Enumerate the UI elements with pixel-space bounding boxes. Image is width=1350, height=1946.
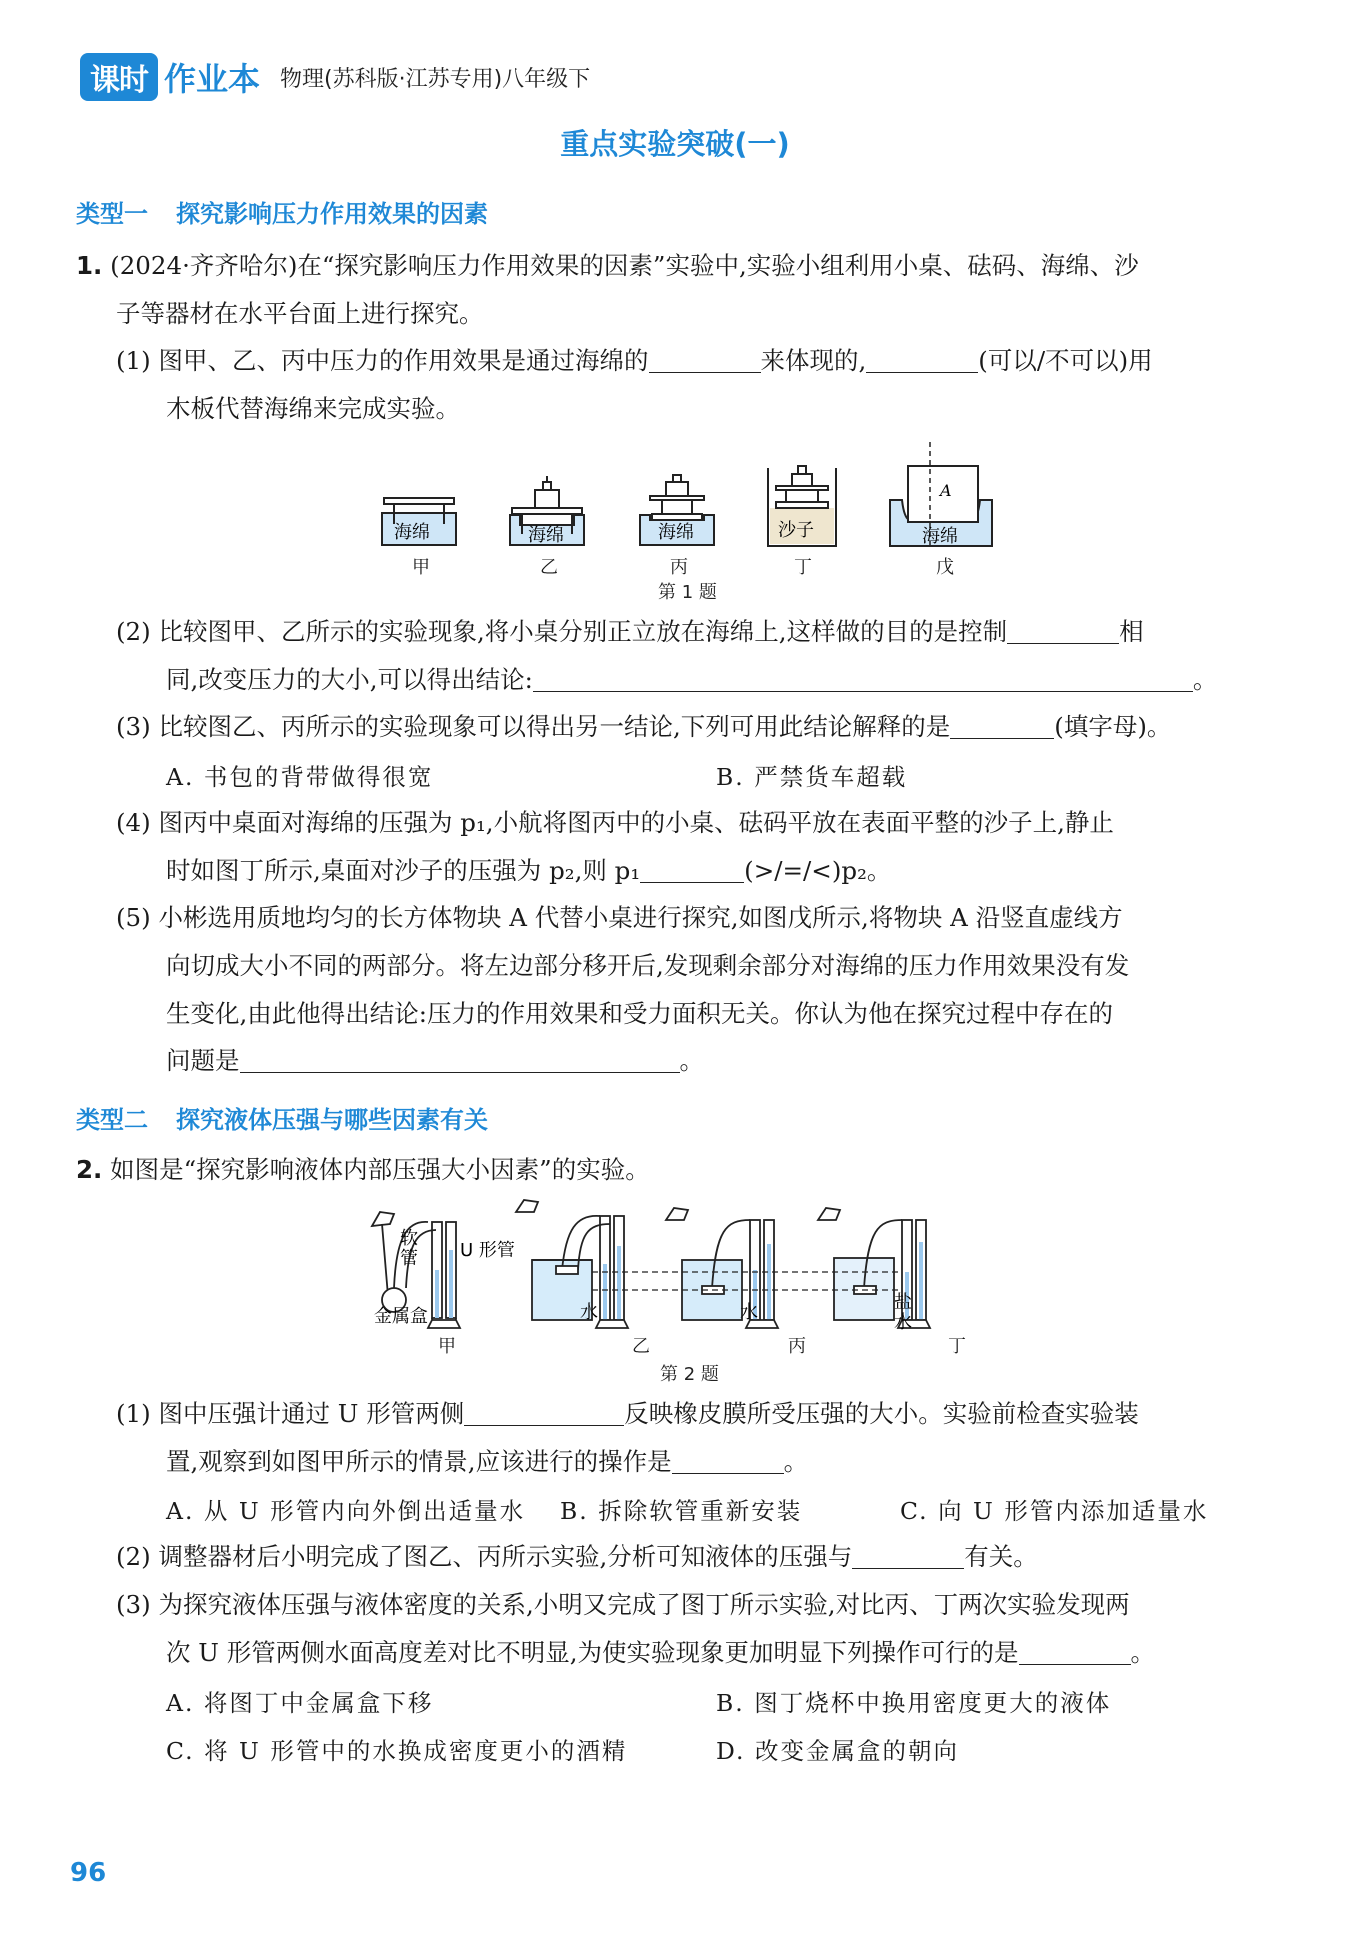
q1-p1-text-b: 来体现的,: [760, 346, 867, 375]
q1-stem-line1: [76, 248, 1139, 284]
q1-p4-blank[interactable]: [640, 856, 744, 883]
q1-part5-line4: [166, 1043, 704, 1079]
fig2-label-jia: 甲: [438, 1336, 456, 1357]
fig2-salt-label-1: 盐: [894, 1292, 912, 1313]
q1-part3-line1: [116, 709, 1171, 745]
q2-p1-text-d: 。: [783, 1447, 809, 1476]
q1-p3-option-a: A. 书包的背带做得很宽: [166, 763, 434, 791]
fig2-bing-apparatus: [666, 1208, 778, 1328]
type1-label: 类型一: [76, 200, 148, 228]
fig1-label-bing: 丙: [670, 557, 688, 578]
type2-label: 类型二: [76, 1106, 148, 1134]
q1-part1-line2: 木板代替海绵来完成实验。: [166, 394, 460, 423]
q1-p4-text-b: (>/=/<)p₂。: [744, 856, 892, 885]
q1-p5-text-a: 问题是: [166, 1046, 240, 1075]
q1-p3-blank[interactable]: [950, 712, 1054, 739]
q1-part5-line1: (5) 小彬选用质地均匀的长方体物块 A 代替小桌进行探究,如图戊所示,将物块 A 沿竖直虚线方: [116, 903, 1123, 932]
type2-heading: [76, 1100, 488, 1135]
q2-p3-option-c: C. 将 U 形管中的水换成密度更小的酒精: [166, 1737, 628, 1765]
fig2-soft-tube-label-2: 管: [400, 1248, 418, 1269]
q1-p1-text-a: (1) 图甲、乙、丙中压力的作用效果是通过海绵的: [116, 346, 649, 375]
subject-label: 物理(苏科版·江苏专用)八年级下: [280, 66, 591, 92]
q2-part3-line1: (3) 为探究液体压强与液体密度的关系,小明又完成了图丁所示实验,对比丙、丁两次实验发现两: [116, 1590, 1130, 1619]
q1-p2-text-c: 同,改变压力的大小,可以得出结论:: [166, 665, 533, 694]
q2-p1-option-c: C. 向 U 形管内添加适量水: [900, 1497, 1209, 1525]
q1-p1-text-c: (可以/不可以)用: [978, 346, 1153, 375]
q1-p2-blank2[interactable]: [533, 665, 1193, 692]
fig2-metal-box-label: 金属盒: [374, 1306, 428, 1327]
q1-p1-blank1[interactable]: [649, 346, 761, 373]
q2-p3-text-b: 。: [1130, 1638, 1156, 1667]
fig2-label-bing: 丙: [788, 1336, 806, 1357]
q1-p3-text-b: (填字母)。: [1054, 712, 1172, 741]
q2-p1-blank2[interactable]: [672, 1447, 784, 1474]
fig2-water-label-bing: 水: [740, 1302, 758, 1323]
fig1-sponge-label-yi: 海绵: [528, 525, 564, 546]
fig2-ding-apparatus: [818, 1208, 930, 1328]
q1-p3-text-a: (3) 比较图乙、丙所示的实验现象可以得出另一结论,下列可用此结论解释的是: [116, 712, 951, 741]
q1-p3-option-b: B. 严禁货车超载: [716, 763, 908, 791]
q2-p2-blank[interactable]: [852, 1542, 964, 1569]
q1-part1-line1: [116, 343, 1153, 379]
type1-heading: [76, 194, 488, 229]
q1-p2-text-b: 相: [1119, 617, 1144, 646]
fig1-block-a-label: A: [940, 481, 952, 500]
fig2-salt-label-2: 水: [894, 1312, 912, 1333]
q1-part4-line2: [166, 853, 891, 889]
q1-stem-text1: (2024·齐齐哈尔)在“探究影响压力作用效果的因素”实验中,实验小组利用小桌、砝码、海绵、沙: [110, 251, 1139, 280]
page-header: [80, 54, 590, 100]
q1-stem-line2: 子等器材在水平台面上进行探究。: [116, 299, 484, 328]
q2-p3-option-b: B. 图丁烧杯中换用密度更大的液体: [716, 1689, 1112, 1717]
q1-part5-line3: 生变化,由此他得出结论:压力的作用效果和受力面积无关。你认为他在探究过程中存在的: [166, 999, 1114, 1028]
fig1-sponge-label-bing: 海绵: [658, 522, 694, 543]
q2-stem-line: [76, 1152, 650, 1188]
q1-part2-line1: [116, 614, 1144, 650]
fig2-soft-tube-label-1: 软: [400, 1228, 418, 1249]
section-title: 重点实验突破(一): [560, 127, 790, 161]
q1-part2-line2: [166, 662, 1217, 698]
fig2-water-label-yi: 水: [580, 1302, 598, 1323]
q2-p1-blank1[interactable]: [464, 1399, 624, 1426]
q2-p3-option-d: D. 改变金属盒的朝向: [716, 1737, 959, 1765]
q1-part5-line2: 向切成大小不同的两部分。将左边部分移开后,发现剩余部分对海绵的压力作用效果没有发: [166, 951, 1130, 980]
q2-number: 2.: [76, 1155, 103, 1184]
q2-p2-text-a: (2) 调整器材后小明完成了图乙、丙所示实验,分析可知液体的压强与: [116, 1542, 853, 1571]
q1-p2-text-a: (2) 比较图甲、乙所示的实验现象,将小桌分别正立放在海绵上,这样做的目的是控制: [116, 617, 1008, 646]
q1-p2-text-d: 。: [1192, 665, 1218, 694]
q1-p5-blank[interactable]: [240, 1046, 680, 1073]
q2-part3-line2: [166, 1635, 1155, 1671]
q2-p1-text-c: 置,观察到如图甲所示的情景,应该进行的操作是: [166, 1447, 672, 1476]
fig2-label-ding: 丁: [948, 1336, 966, 1357]
page-number: 96: [70, 1858, 107, 1888]
fig1-label-ding: 丁: [794, 557, 812, 578]
fig1-label-jia: 甲: [412, 557, 430, 578]
q2-figure: [366, 1200, 1026, 1333]
fig2-caption: 第 2 题: [660, 1364, 719, 1385]
q1-number: 1.: [76, 251, 103, 280]
q2-part2-line1: [116, 1539, 1038, 1575]
fig2-yi-apparatus: [516, 1200, 628, 1328]
q1-p2-blank1[interactable]: [1007, 617, 1119, 644]
brand-logo-text: 作业本: [164, 60, 261, 98]
q2-p1-text-b: 反映橡皮膜所受压强的大小。实验前检查实验装: [624, 1399, 1139, 1428]
fig1-caption: 第 1 题: [658, 582, 717, 603]
q2-p3-text-a: 次 U 形管两侧水面高度差对比不明显,为使实验现象更加明显下列操作可行的是: [166, 1638, 1019, 1667]
fig1-label-wu: 戊: [936, 557, 954, 578]
q1-figure: [370, 438, 1070, 558]
fig1-sand-label: 沙子: [778, 520, 814, 541]
brand-logo-box: 课时: [80, 53, 158, 101]
q1-p1-blank2[interactable]: [866, 346, 978, 373]
q2-p2-text-b: 有关。: [964, 1542, 1038, 1571]
q2-part1-line2: [166, 1444, 808, 1480]
q2-p3-blank[interactable]: [1019, 1638, 1131, 1665]
q2-p1-option-b: B. 拆除软管重新安装: [560, 1497, 803, 1525]
q1-part4-line1: (4) 图丙中桌面对海绵的压强为 p₁,小航将图丙中的小桌、砝码平放在表面平整的沙子上,静止: [116, 808, 1114, 837]
fig2-label-yi: 乙: [632, 1336, 650, 1357]
q1-p4-text-a: 时如图丁所示,桌面对沙子的压强为 p₂,则 p₁: [166, 856, 641, 885]
q2-p1-text-a: (1) 图中压强计通过 U 形管两侧: [116, 1399, 465, 1428]
fig2-u-tube-label: U 形管: [460, 1240, 515, 1261]
q1-p5-text-b: 。: [679, 1046, 704, 1075]
q2-p1-option-a: A. 从 U 形管内向外倒出适量水: [166, 1497, 526, 1525]
q2-part1-line1: [116, 1396, 1139, 1432]
fig1-sponge-label-wu: 海绵: [922, 526, 958, 547]
type1-title: 探究影响压力作用效果的因素: [176, 200, 488, 228]
q2-stem-text: 如图是“探究影响液体内部压强大小因素”的实验。: [110, 1155, 650, 1184]
fig1-label-yi: 乙: [540, 557, 558, 578]
type2-title: 探究液体压强与哪些因素有关: [176, 1106, 488, 1134]
q2-p3-option-a: A. 将图丁中金属盒下移: [166, 1689, 434, 1717]
fig1-sponge-label-jia: 海绵: [394, 522, 430, 543]
